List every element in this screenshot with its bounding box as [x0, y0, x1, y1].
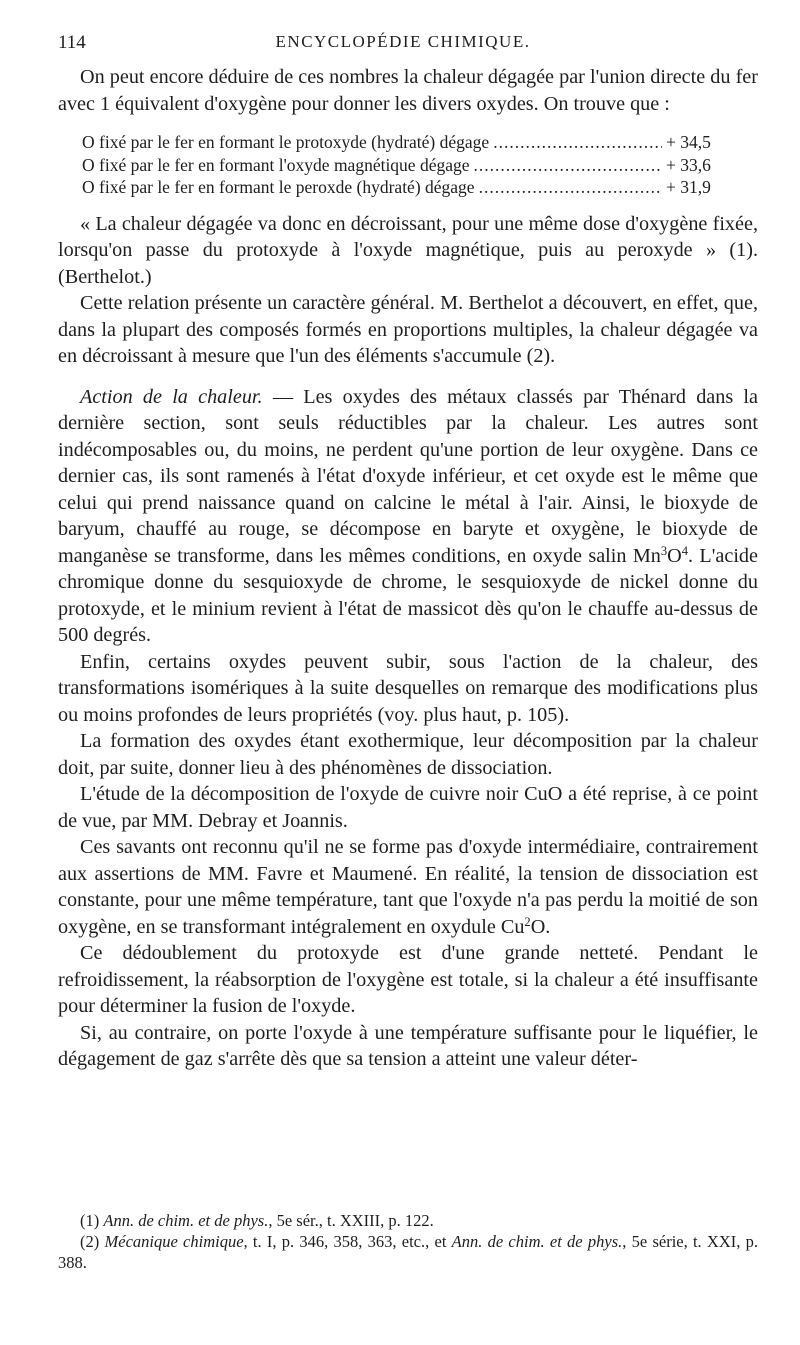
paragraph-dedoublement: Ce dédoublement du protoxyde est d'une grande netteté. Pendant le refroidissement, la réabsorption de l'oxygène est totale, si la chaleur a été insuffisante pour déterminer la fusion de l'oxyde. — [58, 942, 758, 1017]
paragraph-exothermic: La formation des oxydes étant exothermique, leur décomposition par la chaleur doit, par suite, donner lieu à des phénomènes de dissociation. — [58, 730, 758, 779]
paragraph-quote: « La chaleur dégagée va donc en décroissant, pour une même dose d'oxygène fixée, lorsqu'on passe du protoxyde à l'oxyde magnétique, puis au peroxyde » (1). (Berthelot.) — [58, 212, 758, 288]
paragraph-copper-oxide: L'étude de la décomposition de l'oxyde de cuivre noir CuO a été reprise, à ce point de vue, par MM. Debray et Joannis. — [58, 783, 758, 832]
leader-dots — [474, 154, 662, 177]
table-row-value: + 34,5 — [666, 132, 711, 152]
body-text — [58, 64, 758, 1073]
paragraph-action-chaleur: Action de la chaleur. — Les oxydes des métaux classés par Thénard dans la dernière section, sont seuls réductibles par la chaleur. Les autres sont indécomposables ou, du moins, ne perdent qu'une portion de leur oxygène. Dans ce dernier cas, ils sont ramenés à l'état d'oxyde inférieur, et cet oxyde est le même que celui qui prend naissance quand on calcine le métal à l'air. Ainsi, le bioxyde de baryum, chauffé au rouge, se décompose en baryte et oxygène, le bioxyde de manganèse se transforme, dans les mêmes conditions, en oxyde salin $Mn^3O^4$. L'acide chromique donne du sesquioxyde de chrome, le sesquioxyde de nickel donne du protoxyde, et le minium revient à l'état de massicot dès qu'on le chauffe au-dessus de 500 degrés. — [58, 385, 758, 646]
paragraph-isomeric: Enfin, certains oxydes peuvent subir, sous l'action de la chaleur, des transformations isomériques à la suite desquelles on remarque des modifications plus ou moins profondes de leurs propriétés (voy. plus haut, p. 105). — [58, 650, 758, 726]
section-lead: Action de la chaleur. — [80, 385, 263, 408]
table-row-value: + 31,9 — [666, 177, 711, 197]
table-row — [82, 154, 758, 177]
table-row-label: O fixé par le fer en formant le peroxde (hydraté) dégage — [82, 177, 475, 197]
section-gap — [58, 370, 758, 384]
table-row — [82, 131, 758, 154]
paragraph-liquefier: Si, au contraire, on porte l'oxyde à une température suffisante pour le liquéfier, le dégagement de gaz s'arrête dès que sa tension a atteint une valeur déter- — [58, 1021, 758, 1070]
table-row — [82, 176, 758, 199]
heat-table — [82, 131, 758, 199]
intro-text: On peut encore déduire de ces nombres la chaleur dégagée par l'union directe du fer avec 1 équivalent d'oxygène pour donner les divers oxydes. On trouve que : — [58, 66, 758, 115]
table-row-label: O fixé par le fer en formant l'oxyde magnétique dégage — [82, 154, 470, 175]
leader-dots — [479, 176, 662, 199]
table-row-value: + 33,6 — [666, 154, 711, 175]
table-row-label: O fixé par le fer en formant le protoxyde (hydraté) dégage — [82, 132, 490, 152]
page-header — [58, 32, 748, 58]
paragraph-relation: Cette relation présente un caractère général. M. Berthelot a découvert, en effet, que, dans la plupart des composés formés en proportions multiples, la chaleur dégagée va en décroissant à mesure que l'un des éléments s'accumule (2). — [58, 292, 758, 367]
footnote-2: (2) Mécanique chimique, t. I, p. 346, 358, 363, etc., et Ann. de chim. et de phys., 5e série, t. XXI, p. 388. — [58, 1232, 759, 1272]
footnote-1: (1) Ann. de chim. et de phys., 5e sér., t. XXIII, p. 122. — [80, 1211, 434, 1230]
paragraph-savants: Ces savants ont reconnu qu'il ne se forme pas d'oxyde intermédiaire, contrairement aux assertions de MM. Favre et Maumené. En réalité, la tension de dissociation est constante, pour une même température, tant que l'oxyde n'a pas perdu la moitié de son oxygène, en se transformant intégralement en oxydule Cu$^2$O. — [58, 836, 758, 938]
intro-paragraph — [58, 64, 758, 117]
running-head: ENCYCLOPÉDIE CHIMIQUE. — [275, 32, 531, 51]
footnotes — [58, 1210, 758, 1273]
leader-dots — [493, 131, 662, 154]
page-number: 114 — [58, 32, 86, 53]
